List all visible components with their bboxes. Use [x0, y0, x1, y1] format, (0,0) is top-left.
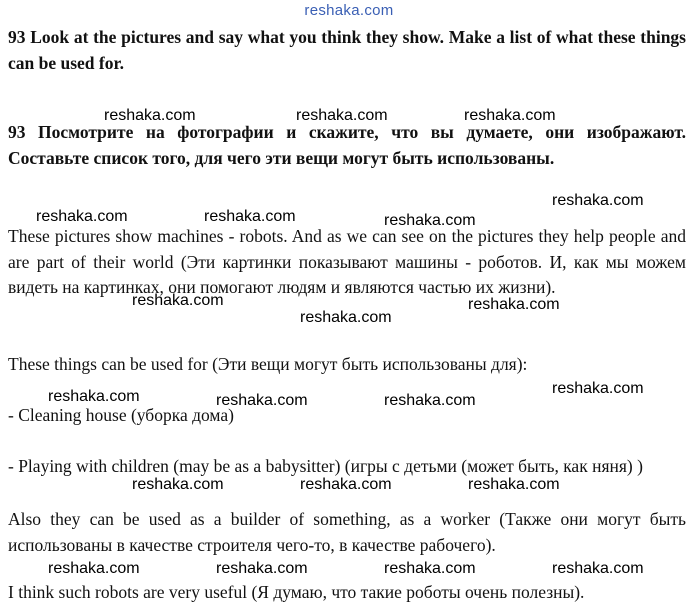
answer-conclusion: I think such robots are very useful (Я думаю, что такие роботы очень полезны).: [8, 582, 585, 602]
watermark: reshaka.com: [296, 107, 388, 124]
watermark: reshaka.com: [552, 192, 644, 209]
watermark: reshaka.com: [132, 476, 224, 493]
watermark: reshaka.com: [300, 309, 392, 326]
watermark: reshaka.com: [36, 208, 128, 225]
list-item-cleaning: - Cleaning house (уборка дома): [8, 405, 234, 425]
watermark: reshaka.com: [104, 107, 196, 124]
watermark: reshaka.com: [300, 476, 392, 493]
site-watermark-top[interactable]: reshaka.com: [304, 2, 394, 19]
task-russian: 93 Посмотрите на фотографии и скажите, что вы думаете, они изображают. Составьте список того, для чего эти вещи могут быть использованы.: [8, 122, 686, 168]
watermark: reshaka.com: [464, 107, 556, 124]
watermark: reshaka.com: [204, 208, 296, 225]
list-intro: These things can be used for (Эти вещи могут быть использованы для):: [8, 354, 528, 374]
watermark: reshaka.com: [48, 560, 140, 577]
watermark: reshaka.com: [384, 560, 476, 577]
watermark: reshaka.com: [384, 392, 476, 409]
watermark: reshaka.com: [468, 296, 560, 313]
list-item-playing: - Playing with children (may be as a babysitter) (игры с детьми (может быть, как няня) ): [8, 456, 643, 476]
watermark: reshaka.com: [384, 212, 476, 229]
answer-builder: Also they can be used as a builder of something, as a worker (Также они могут быть использованы в качестве строителя чего-то, в качестве рабочего).: [8, 509, 686, 555]
watermark: reshaka.com: [552, 380, 644, 397]
watermark: reshaka.com: [48, 388, 140, 405]
watermark: reshaka.com: [468, 476, 560, 493]
watermark: reshaka.com: [552, 560, 644, 577]
answer-intro: These pictures show machines - robots. And as we can see on the pictures they help people and are part of their world (Эти картинки показывают машины - роботов. И, как мы можем видеть на картинках, они помогают людям и являются частью их жизни).: [8, 226, 686, 297]
watermark: reshaka.com: [132, 292, 224, 309]
task-english: 93 Look at the pictures and say what you think they show. Make a list of what these things can be used for.: [8, 27, 686, 73]
watermark: reshaka.com: [216, 392, 308, 409]
watermark: reshaka.com: [216, 560, 308, 577]
